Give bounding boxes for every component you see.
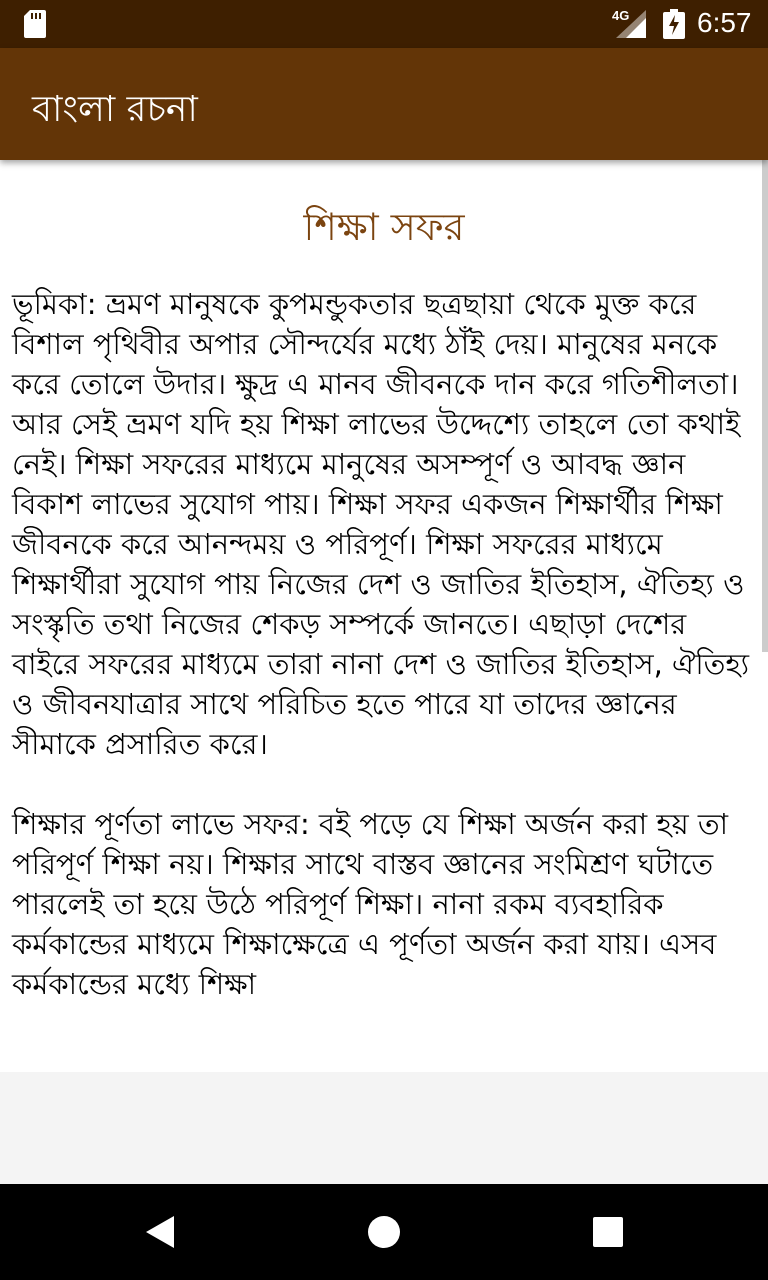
ad-banner-area bbox=[0, 1072, 768, 1184]
status-clock: 6:57 bbox=[697, 7, 752, 38]
recents-button[interactable] bbox=[584, 1208, 632, 1256]
article-paragraph-intro: ভূমিকা: ভ্রমণ মানুষকে কুপমন্ডুকতার ছত্রছায়া থেকে মুক্ত করে বিশাল পৃথিবীর অপার সৌন্দর্যের মধ্যে ঠাঁই দেয়। মানুষের মনকে করে তোলে উদার। ক্ষুদ্র এ মানব জীবনকে দান করে গতিশীলতা। আর সেই ভ্রমণ যদি হয় শিক্ষা লাভের উদ্দেশ্যে তাহলে তো কথাই নেই। শিক্ষা সফরের মাধ্যমে মানুষের অসম্পূর্ণ ও আবদ্ধ জ্ঞান বিকাশ লাভের সুযোগ পায়। শিক্ষা সফর একজন শিক্ষার্থীর শিক্ষা জীবনকে করে আনন্দময় ও পরিপূর্ণ। শিক্ষা সফরের মাধ্যমে শিক্ষার্থীরা সুযোগ পায় নিজের দেশ ও জাতির ইতিহাস, ঐতিহ্য ও সংস্কৃতি তথা নিজের শেকড় সম্পর্কে জানতে। এছাড়া দেশের বাইরে সফরের মাধ্যমে তারা নানা দেশ ও জাতির ইতিহাস, ঐতিহ্য ও জীবনযাত্রার সাথে পরিচিত হতে পারে যা তাদের জ্ঞানের সীমাকে প্রসারিত করে। bbox=[12, 287, 750, 761]
article-body bbox=[12, 284, 758, 1004]
navigation-bar bbox=[0, 1184, 768, 1280]
network-type-label: 4G bbox=[612, 8, 630, 23]
app-title: বাংলা রচনা bbox=[32, 89, 198, 130]
back-button[interactable] bbox=[136, 1208, 184, 1256]
back-icon bbox=[136, 1208, 184, 1256]
recents-icon bbox=[584, 1208, 632, 1256]
article-title: শিক্ষা সফর bbox=[303, 205, 465, 249]
article-paragraph-2: শিক্ষার পূর্ণতা লাভে সফর: বই পড়ে যে শিক্ষা অর্জন করা হয় তা পরিপূর্ণ শিক্ষা নয়। শিক্ষার সাথে বাস্তব জ্ঞানের সংমিশ্রণ ঘটাতে পারলেই তা হয়ে উঠে পরিপূর্ণ শিক্ষা। নানা রকম ব্যবহারিক কর্মকান্ডের মাধ্যমে শিক্ষাক্ষেত্রে এ পূর্ণতা অর্জন করা যায়। এসব কর্মকান্ডের মধ্যে শিক্ষা bbox=[12, 807, 729, 1001]
status-bar bbox=[0, 0, 768, 48]
home-button[interactable] bbox=[360, 1208, 408, 1256]
article-scroll-view[interactable] bbox=[0, 160, 768, 1072]
battery-charging-icon bbox=[663, 9, 685, 39]
signal-icon bbox=[616, 10, 646, 38]
app-toolbar bbox=[0, 48, 768, 160]
sd-card-icon bbox=[24, 10, 46, 38]
scrollbar[interactable] bbox=[762, 160, 768, 652]
home-icon bbox=[360, 1208, 408, 1256]
